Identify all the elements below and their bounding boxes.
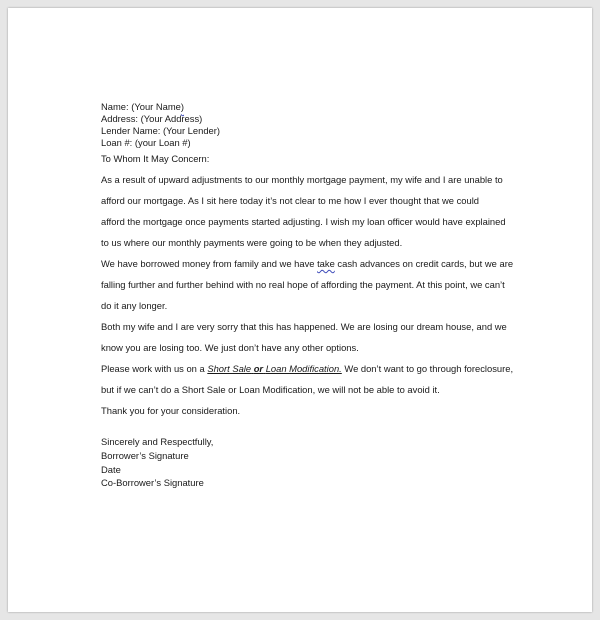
lender-line: Lender Name: (Your Lender) <box>101 125 220 136</box>
p2-text-a: We have borrowed money from family and we have <box>101 258 318 269</box>
paragraph-1-line-2: afford our mortgage. As I sit here today it’s not clear to me how I ever thought that we could <box>101 195 479 206</box>
thanks-line: Thank you for your consideration. <box>101 405 241 416</box>
paragraph-2-line-2: falling further and further behind with no real hope of affording the payment. At this point, we can’t <box>101 279 505 290</box>
short-sale-link[interactable]: Short Sale <box>207 363 252 374</box>
name-text: Name: (Your Name <box>101 101 181 112</box>
paragraph-3-line-2: know you are losing too. We just don’t have any other options. <box>101 342 359 353</box>
loan-line: Loan #: (your Loan #) <box>101 137 191 148</box>
spelling-flag-word: take <box>317 258 335 269</box>
letter-page <box>8 8 592 612</box>
name-closing-paren: ) <box>180 101 185 112</box>
paragraph-1-line-4: to us where our monthly payments were going to be when they adjusted. <box>101 237 403 248</box>
p2-text-b: cash advances on credit cards, but we are <box>334 258 514 269</box>
paragraph-1-line-3: afford the mortgage once payments started adjusting. I wish my loan officer would have explained <box>101 216 506 227</box>
salutation: To Whom It May Concern: <box>101 153 210 164</box>
name-line <box>101 101 541 113</box>
borrower-signature: Borrower’s Signature <box>101 449 189 461</box>
letter-body <box>101 101 541 490</box>
co-borrower-signature: Co-Borrower’s Signature <box>101 477 204 489</box>
closing-block <box>101 435 541 490</box>
paragraph-4-line-1 <box>101 358 541 379</box>
paragraph-1-line-1: As a result of upward adjustments to our monthly mortgage payment, my wife and I are unable to <box>101 174 503 185</box>
address-line: Address: (Your Address) <box>101 113 203 124</box>
date-line: Date <box>101 463 121 475</box>
loan-modification-link[interactable]: Loan Modification. <box>265 363 342 374</box>
p4-text-a: Please work with us on a <box>101 363 208 374</box>
paragraph-3-line-1: Both my wife and I are very sorry that this has happened. We are losing our dream house, and we <box>101 321 507 332</box>
sign-off: Sincerely and Respectfully, <box>101 436 214 447</box>
paragraph-4-line-2: but if we can’t do a Short Sale or Loan Modification, we will not be able to avoid it. <box>101 384 440 395</box>
or-word: or <box>253 363 264 374</box>
p4-text-b: We don’t want to go through foreclosure, <box>341 363 514 374</box>
paragraph-2-line-3: do it any longer. <box>101 300 168 311</box>
paragraph-2-line-1 <box>101 253 541 274</box>
